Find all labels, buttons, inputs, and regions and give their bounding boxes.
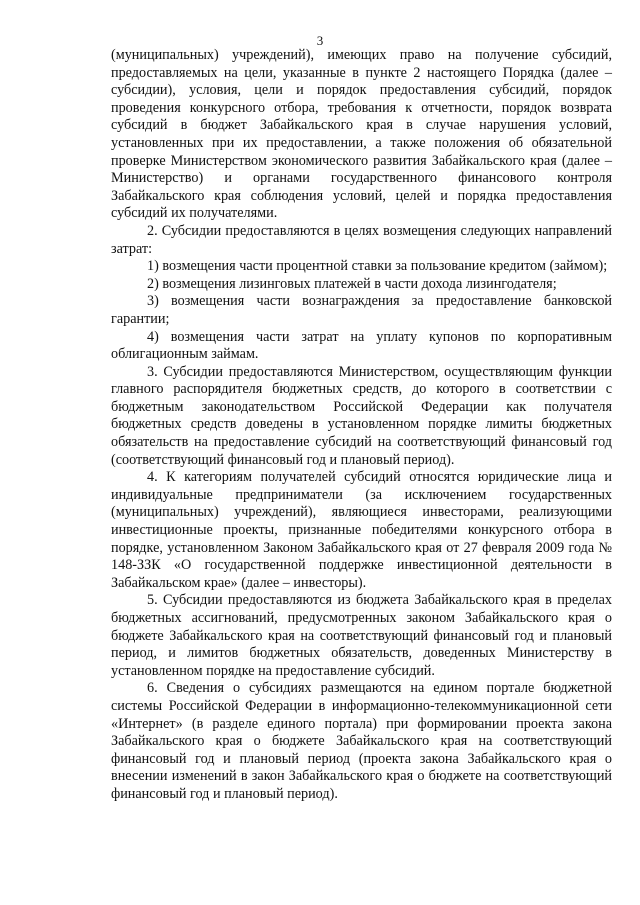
paragraph-item-2: 2. Субсидии предоставляются в целях возмещения следующих направлений затрат: — [111, 222, 612, 257]
paragraph-intro-continuation: (муниципальных) учреждений), имеющих право на получение субсидий, предоставляемых на цели, указанные в пункте 2 настоящего Порядка (далее – субсидии), условия, цели и порядок предоставления субсидий, порядок проведения конкурсного отбора, требования к отчетности, порядок возврата субсидий в бюджет Забайкальского края в случае нарушения условий, установленных при их предоставлении, а также положения об обязательной проверке Министерством экономического развития Забайкальского края (далее – Министерство) и органами государственного финансового контроля Забайкальского края соблюдения условий, целей и порядка предоставления субсидий их получателями. — [111, 47, 612, 222]
document-body — [111, 47, 612, 804]
paragraph-subitem-1: 1) возмещения части процентной ставки за пользование кредитом (займом); — [147, 258, 608, 275]
paragraph-subitem-3: 3) возмещения части вознаграждения за предоставление банковской гарантии; — [111, 293, 612, 327]
page-number: 3 — [316, 33, 324, 48]
paragraph-subitem-2: 2) возмещения лизинговых платежей в части дохода лизингодателя; — [147, 275, 557, 292]
paragraph-item-6: 6. Сведения о субсидиях размещаются на едином портале бюджетной системы Российской Федерации в информационно-телекоммуникационной сети «Интернет» (в разделе единого портала) при формировании проекта закона Забайкальского края о бюджете Забайкальского края на соответствующий финансовый год и плановый период (проекта закона Забайкальского края о внесении изменений в закон Забайкальского края о бюджете на соответствующий финансовый год и плановый период). — [111, 680, 612, 802]
paragraph-item-5: 5. Субсидии предоставляются из бюджета Забайкальского края в пределах бюджетных ассигнований, предусмотренных законом Забайкальского края о бюджете Забайкальского края на соответствующий финансовый год и плановый период, и лимитов бюджетных обязательств, доведенных Министерству в установленном порядке на предоставление субсидий. — [111, 592, 612, 679]
paragraph-item-3: 3. Субсидии предоставляются Министерством, осуществляющим функции главного распорядителя бюджетных средств, до которого в соответствии с бюджетным законодательством Российской Федерации как получателя бюджетных средств доведены в установленном порядке лимиты бюджетных обязательств на предоставление субсидий на соответствующий финансовый год (соответствующий финансовый год и плановый период). — [111, 363, 612, 468]
paragraph-item-4: 4. К категориям получателей субсидий относятся юридические лица и индивидуальные предприниматели (за исключением государственных (муниципальных) учреждений), являющиеся инвесторами, реализующими инвестиционные проекты, признанные победителями конкурсного отбора в порядке, установленном Законом Забайкальского края от 27 февраля 2009 года № 148-ЗЗК «О государственной поддержке инвестиционной деятельности в Забайкальском крае» (далее – инвесторы). — [111, 469, 612, 591]
paragraph-subitem-4: 4) возмещения части затрат на уплату купонов по корпоративным облигационным займам. — [111, 328, 612, 363]
